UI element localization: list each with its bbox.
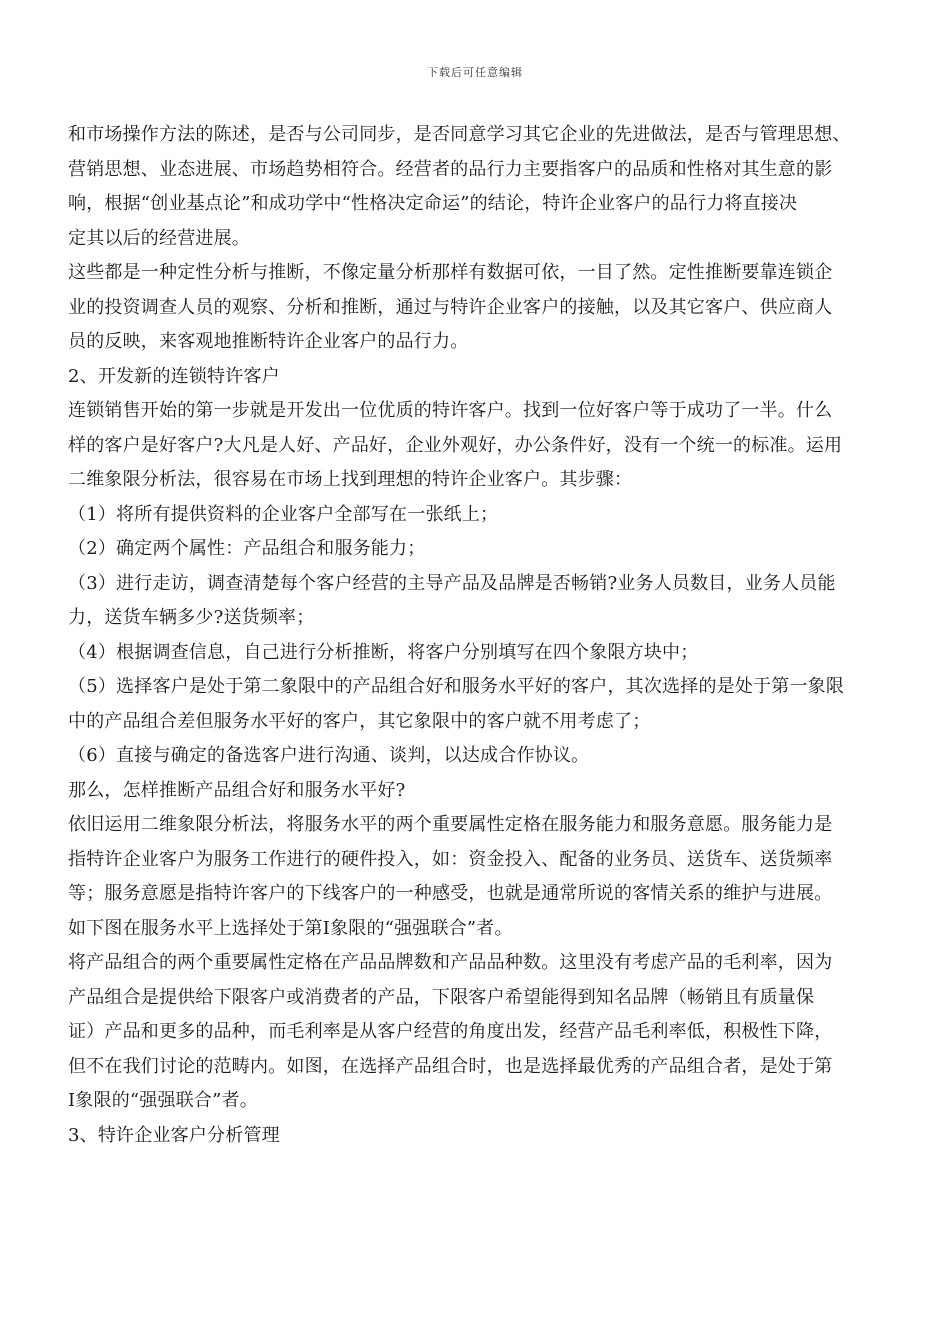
section-heading: 2、开发新的连锁特许客户 [68,365,280,387]
text-line: 依旧运用二维象限分析法，将服务水平的两个重要属性定格在服务能力和服务意愿。服务能力是 [68,814,833,835]
text-line: 产品组合是提供给下限客户或消费者的产品，下限客户希望能得到知名品牌（畅销且有质量保 [68,986,815,1008]
list-item: （4）根据调查信息，自己进行分析推断，将客户分别填写在四个象限方块中； [68,641,699,663]
text-line: 营销思想、业态进展、市场趋势相符合。经营者的品行力主要指客户的品质和性格对其生意的影 [68,158,833,180]
text-line: 等；服务意愿是指特许客户的下线客户的一种感受，也就是通常所说的客情关系的维护与进展。 [68,883,833,904]
text-line: 定其以后的经营进展。 [68,227,250,249]
list-item: （1）将所有提供资料的企业客户全部写在一张纸上； [68,503,499,525]
page-header: 下载后可任意编辑 [427,66,523,79]
text-line: 那么，怎样推断产品组合好和服务水平好? [68,779,406,801]
text-line: 这些都是一种定性分析与推断，不像定量分析那样有数据可依，一目了然。定性推断要靠连锁企 [68,262,833,283]
list-item: （2）确定两个属性：产品组合和服务能力； [68,538,426,559]
text-line: 业的投资调查人员的观察、分析和推断，通过与特许企业客户的接触，以及其它客户、供应商人 [68,296,833,318]
text-line: 二维象限分析法，很容易在市场上找到理想的特许企业客户。其步骤： [68,469,633,490]
text-line: 中的产品组合差但服务水平好的客户，其它象限中的客户就不用考虑了； [68,710,651,732]
text-line: 样的客户是好客户?大凡是人好、产品好，企业外观好，办公条件好，没有一个统一的标准。运用 [68,434,843,456]
list-item: （5）选择客户是处于第二象限中的产品组合好和服务水平好的客户，其次选择的是处于第一象限 [68,676,845,697]
text-line: 证）产品和更多的品种，而毛利率是从客户经营的角度出发，经营产品毛利率低，积极性下降， [68,1021,833,1042]
section-heading: 3、特许企业客户分析管理 [68,1124,280,1146]
text-line: 但不在我们讨论的范畴内。如图，在选择产品组合时，也是选择最优秀的产品组合者，是处于第 [68,1055,833,1077]
text-line: 连锁销售开始的第一步就是开发出一位优质的特许客户。找到一位好客户等于成功了一半。什么 [68,400,833,421]
list-item: （6）直接与确定的备选客户进行沟通、谈判，以达成合作协议。 [68,745,590,766]
text-line: 指特许企业客户为服务工作进行的硬件投入，如：资金投入、配备的业务员、送货车、送货频率 [68,848,833,870]
list-item: （3）进行走访，调查清楚每个客户经营的主导产品及品牌是否畅销?业务人员数目，业务人员能 [68,572,836,594]
text-line: 力，送货车辆多少?送货频率； [68,607,315,628]
text-line: 如下图在服务水平上选择处于第Ⅰ象限的“强强联合”者。 [68,917,513,939]
text-line: Ⅰ象限的“强强联合”者。 [68,1090,258,1111]
document-body [68,118,888,1153]
text-line: 员的反映，来客观地推断特许企业客户的品行力。 [68,331,469,352]
text-line: 将产品组合的两个重要属性定格在产品品牌数和产品品种数。这里没有考虑产品的毛利率，因为 [68,952,833,973]
text-line: 响，根据“创业基点论”和成功学中“性格决定命运”的结论，特许企业客户的品行力将直接决 [68,193,798,214]
text-line: 和市场操作方法的陈述，是否与公司同步，是否同意学习其它企业的先进做法，是否与管理思想、 [68,124,851,145]
